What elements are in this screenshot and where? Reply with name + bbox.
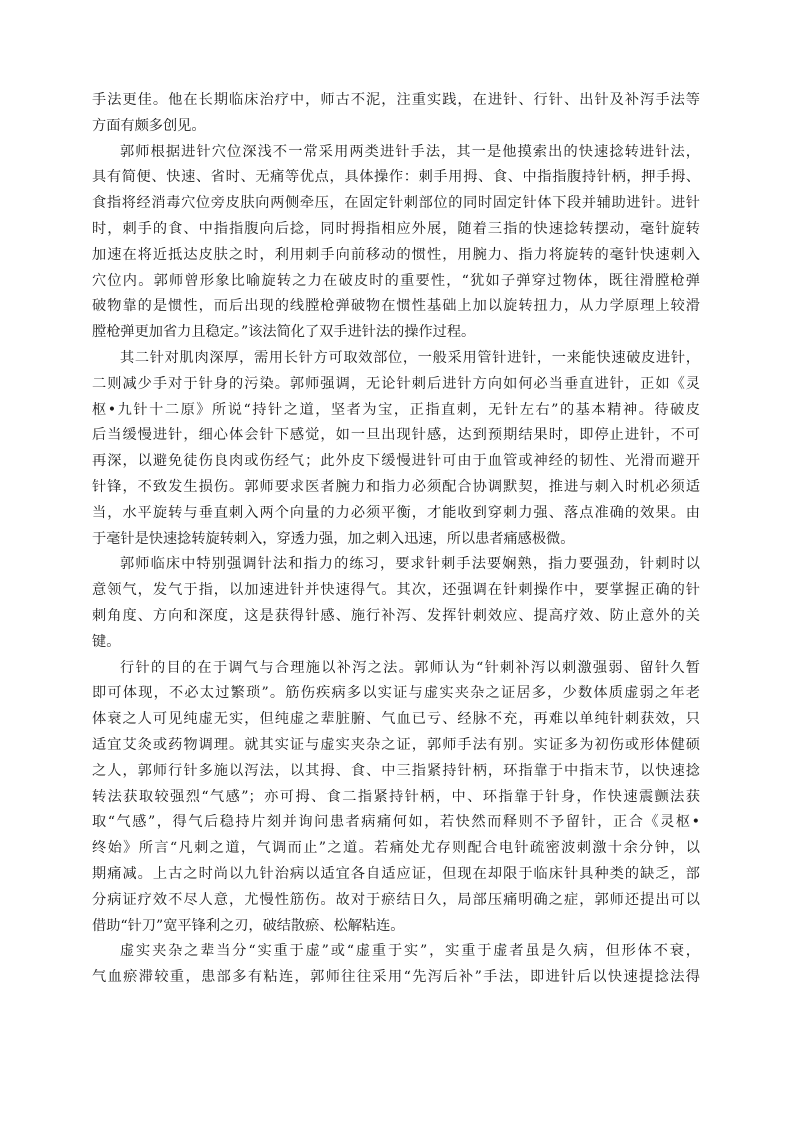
text-line: 虚实夹杂之辈当分“实重于虚”或“虚重于实”，实重于虚者虽是久病，但形体不衰， (120, 943, 700, 960)
document-page (92, 88, 700, 991)
text-line: 转法获取较强烈“气感”；亦可拇、食二指紧持针柄，中、环指靠于针身，作快速震颤法获 (92, 788, 700, 805)
text-line: 之人，郭师行针多施以泻法，以其拇、食、中三指紧持针柄，环指靠于中指末节，以快速捻 (92, 762, 700, 779)
text-line: 适宜艾灸或药物调理。就其实证与虚实夹杂之证，郭师手法有别。实证多为初伤或形体健硕 (92, 736, 700, 753)
text-line: 时，刺手的食、中指指腹向后捻，同时拇指相应外展，随着三指的快速捻转摆动，毫针旋转 (92, 220, 700, 237)
text-line: 当，水平旋转与垂直刺入两个向量的力必须平衡，才能收到穿刺力强、落点准确的效果。由 (92, 504, 700, 521)
text-line: 穴位内。郭师曾形象比喻旋转之力在破皮时的重要性，“犹如子弹穿过物体，既往滑膛枪弹 (92, 272, 700, 289)
text-line: 键。 (92, 633, 121, 650)
text-line: 即可体现，不必太过繁琐”。筋伤疾病多以实证与虚实夹杂之证居多，少数体质虚弱之年老 (92, 685, 700, 702)
text-line: 取“气感”，得气后稳持片刻并询问患者病痛何如，若快然而释则不予留针，正合《灵枢• (92, 814, 700, 831)
text-line: 食指将经消毒穴位旁皮肤向两侧牵压，在固定针刺部位的同时固定针体下段并辅助进针。进针 (92, 195, 700, 212)
text-line: 刺角度、方向和深度，这是获得针感、施行补泻、发挥针刺效应、提高疗效、防止意外的关 (92, 607, 700, 624)
text-line: 郭师根据进针穴位深浅不一常采用两类进针手法，其一是他摸索出的快速捻转进针法， (120, 143, 700, 160)
paragraph (92, 939, 700, 991)
text-line: 分病证疗效不尽人意，尤慢性筋伤。故对于瘀结日久，局部压痛明确之症，郭师还提出可以 (92, 891, 700, 908)
text-line: 手法更佳。他在长期临床治疗中，师古不泥，注重实践，在进针、行针、出针及补泻手法等 (92, 92, 700, 108)
text-line: 行针的目的在于调气与合理施以补泻之法。郭师认为“针刺补泻以刺激强弱、留针久暂 (120, 659, 700, 676)
text-line: 针锋，不致发生损伤。郭师要求医者腕力和指力必须配合协调默契，推进与刺入时机必须适 (92, 478, 700, 495)
text-line: 期痛减。上古之时尚以九针治病以适宜各自适应证，但现在却限于临床针具种类的缺乏，部 (92, 865, 700, 882)
paragraph (92, 552, 700, 655)
text-line: 方面有颇多创见。 (92, 117, 206, 134)
text-line: 体衰之人可见纯虚无实，但纯虚之辈脏腑、气血已亏、经脉不充，再难以单纯针刺获效，只 (92, 711, 700, 728)
paragraph (92, 656, 700, 940)
text-line: 枢•九针十二原》所说“持针之道，坚者为宝，正指直刺，无针左右”的基本精神。待破皮 (92, 401, 700, 418)
text-line: 膛枪弹更加省力且稳定。”该法简化了双手进针法的操作过程。 (92, 324, 476, 341)
text-line: 意领气，发气于指，以加速进针并快速得气。其次，还强调在针刺操作中，要掌握正确的针 (92, 582, 700, 599)
text-line: 再深，以避免徒伤良肉或伤经气；此外皮下缓慢进针可由于血管或神经的韧性、光滑而避开 (92, 453, 700, 470)
text-line: 借助“针刀”宽平锋利之刃，破结散瘀、松解粘连。 (92, 917, 405, 934)
text-line: 后当缓慢进针，细心体会针下感觉，如一旦出现针感，达到预期结果时，即停止进针，不可 (92, 427, 700, 444)
text-line: 加速在将近抵达皮肤之时，利用刺手向前移动的惯性，用腕力、指力将旋转的毫针快速刺入 (92, 246, 700, 263)
paragraph (92, 346, 700, 552)
text-line: 二则减少手对于针身的污染。郭师强调，无论针刺后进针方向如何必当垂直进针，正如《灵 (92, 375, 700, 392)
text-line: 其二针对肌肉深厚，需用长针方可取效部位，一般采用管针进针，一来能快速破皮进针， (120, 349, 700, 366)
text-line: 破物靠的是惯性，而后出现的线膛枪弹破物在惯性基础上加以旋转扭力，从力学原理上较滑 (92, 298, 700, 315)
text-line: 郭师临床中特别强调针法和指力的练习，要求针刺手法要娴熟，指力要强劲，针刺时以 (120, 556, 700, 573)
paragraph (92, 88, 700, 140)
text-line: 气血瘀滞较重，患部多有粘连，郭师往往采用“先泻后补”手法，即进针后以快速提捻法得 (92, 969, 700, 986)
text-line: 于毫针是快速捻转旋转刺入，穿透力强，加之刺入迅速，所以患者痛感极微。 (92, 530, 575, 547)
text-line: 具有简便、快速、省时、无痛等优点，具体操作：刺手用拇、食、中指指腹持针柄，押手拇、 (92, 169, 700, 186)
paragraph (92, 140, 700, 346)
text-line: 终始》所言“凡刺之道，气调而止”之道。若痛处尤存则配合电针疏密波刺激十余分钟，以 (92, 840, 700, 857)
